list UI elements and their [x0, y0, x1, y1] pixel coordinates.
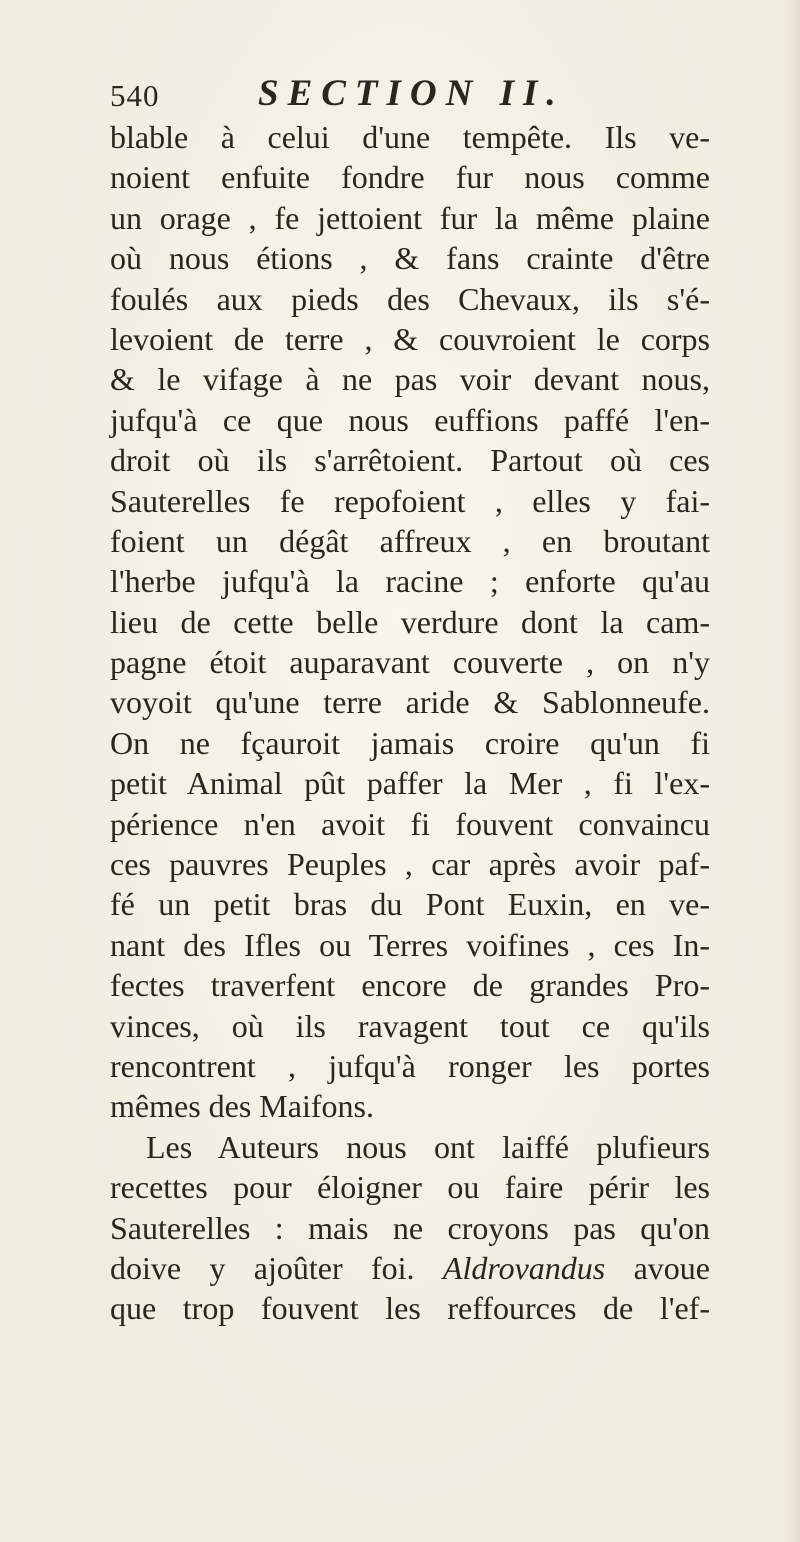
text-line: recettes pour éloigner ou faire périr les [110, 1169, 710, 1206]
text-line: ces pauvres Peuples , car après avoir paf- [110, 846, 710, 883]
text-line: un orage , fe jettoient fur la même plaine [110, 199, 710, 236]
text-line: petit Animal pût paffer la Mer , fi l'ex- [110, 765, 710, 802]
text-line: vinces, où ils ravagent tout ce qu'ils [110, 1007, 710, 1044]
page-edge-shadow [786, 0, 800, 1542]
text-line [110, 1248, 710, 1288]
running-head: SECTION II. [258, 73, 565, 114]
text-line: blable à celui d'une tempête. Ils ve- [110, 119, 710, 155]
text-run: doive y ajoûter foi. [110, 1249, 443, 1286]
text-line: foient un dégât affreux , en broutant [110, 522, 710, 559]
text-line: foulés aux pieds des Chevaux, ils s'é- [110, 280, 710, 317]
text-line: Sauterelles : mais ne croyons pas qu'on [110, 1209, 710, 1246]
body-text [110, 117, 710, 1329]
text-line: que trop fouvent les reffources de l'ef- [110, 1290, 710, 1327]
text-line: voyoit qu'une terre aride & Sablonneufe. [110, 684, 710, 721]
text-line: noient enfuite fondre fur nous comme [110, 159, 710, 196]
text-line: fectes traverfent encore de grandes Pro- [110, 967, 710, 1004]
text-line: jufqu'à ce que nous euffions paffé l'en- [110, 401, 710, 438]
text-line: On ne fçauroit jamais croire qu'un fi [110, 724, 710, 761]
text-line: fé un petit bras du Pont Euxin, en ve- [110, 886, 710, 923]
page-number: 540 [110, 78, 160, 113]
text-run: avoue [605, 1249, 711, 1286]
text-line: lieu de cette belle verdure dont la cam- [110, 603, 710, 640]
text-line: où nous étions , & fans crainte d'être [110, 240, 710, 277]
text-line: rencontrent , jufqu'à ronger les portes [110, 1047, 710, 1084]
text-line: droit où ils s'arrêtoient. Partout où ces [110, 442, 710, 479]
page-header [110, 72, 710, 122]
text-line: Les Auteurs nous ont laiffé plufieurs [146, 1128, 710, 1165]
text-line: périence n'en avoit fi fouvent convaincu [110, 805, 710, 842]
text-line: nant des Ifles ou Terres voifines , ces In- [110, 926, 710, 963]
text-line: mêmes des Maifons. [110, 1088, 374, 1125]
text-line: levoient de terre , & couvroient le corps [110, 320, 710, 357]
text-line: Sauterelles fe repofoient , elles y fai- [110, 482, 710, 519]
text-line: pagne étoit auparavant couverte , on n'y [110, 644, 710, 681]
author-name-italic: Aldrovandus [442, 1249, 606, 1286]
text-line: & le vifage à ne pas voir devant nous, [110, 361, 710, 398]
text-line: l'herbe jufqu'à la racine ; enforte qu'au [110, 563, 710, 600]
